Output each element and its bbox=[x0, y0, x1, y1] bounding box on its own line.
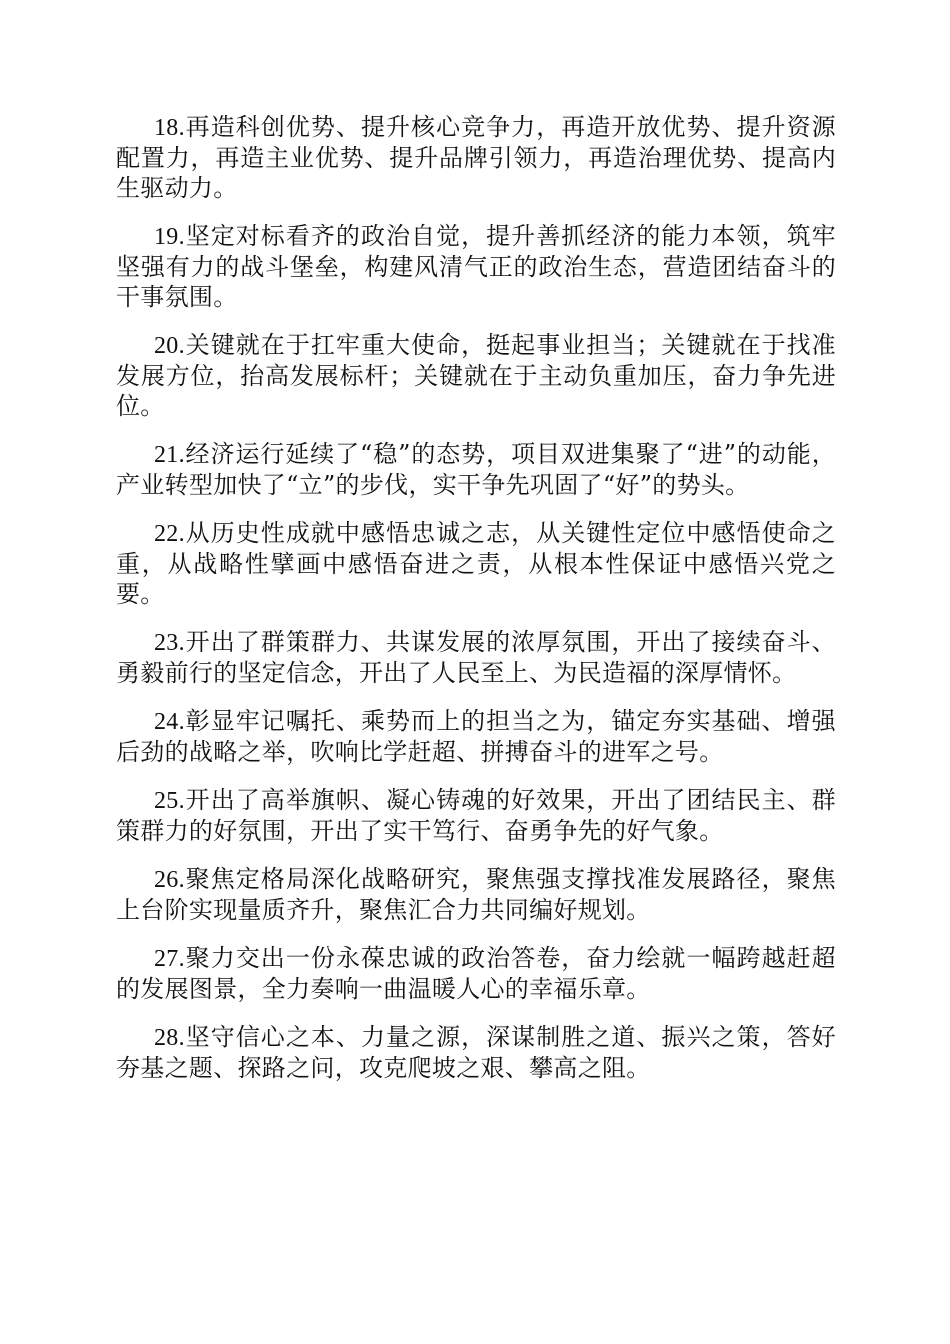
list-item bbox=[116, 1022, 836, 1083]
list-item bbox=[116, 785, 836, 846]
item-number: 21. bbox=[154, 442, 185, 468]
item-number: 20. bbox=[154, 333, 185, 359]
item-number: 23. bbox=[154, 630, 185, 656]
item-number: 18. bbox=[154, 115, 185, 141]
item-text: 开出了群策群力、共谋发展的浓厚氛围，开出了接续奋斗、勇毅前行的坚定信念，开出了人民至上、为民造福的深厚情怀。 bbox=[116, 628, 836, 687]
item-number: 27. bbox=[154, 946, 185, 972]
item-number: 24. bbox=[154, 709, 185, 735]
list-item bbox=[116, 518, 836, 609]
item-text: 经济运行延续了“稳”的态势，项目双进集聚了“进”的动能，产业转型加快了“立”的步伐，实干争先巩固了“好”的势头。 bbox=[116, 440, 836, 499]
item-text: 关键就在于扛牢重大使命，挺起事业担当；关键就在于找准发展方位，抬高发展标杆；关键就在于主动负重加压，奋力争先进位。 bbox=[116, 331, 836, 420]
list-item bbox=[116, 943, 836, 1004]
list-item bbox=[116, 706, 836, 767]
item-number: 22. bbox=[154, 521, 185, 547]
list-item bbox=[116, 112, 836, 203]
item-text: 坚守信心之本、力量之源，深谋制胜之道、振兴之策，答好夯基之题、探路之问，攻克爬坡之艰、攀高之阻。 bbox=[116, 1023, 836, 1082]
list-item bbox=[116, 330, 836, 421]
item-number: 28. bbox=[154, 1025, 185, 1051]
item-text: 坚定对标看齐的政治自觉，提升善抓经济的能力本领，筑牢坚强有力的战斗堡垒，构建风清气正的政治生态，营造团结奋斗的干事氛围。 bbox=[116, 222, 836, 311]
item-number: 26. bbox=[154, 867, 185, 893]
item-text: 开出了高举旗帜、凝心铸魂的好效果，开出了团结民主、群策群力的好氛围，开出了实干笃行、奋勇争先的好气象。 bbox=[116, 786, 836, 845]
list-item bbox=[116, 864, 836, 925]
list-item bbox=[116, 221, 836, 312]
item-text: 从历史性成就中感悟忠诚之志，从关键性定位中感悟使命之重，从战略性擘画中感悟奋进之责，从根本性保证中感悟兴党之要。 bbox=[116, 519, 836, 608]
item-text: 聚焦定格局深化战略研究，聚焦强支撑找准发展路径，聚焦上台阶实现量质齐升，聚焦汇合力共同编好规划。 bbox=[116, 865, 836, 924]
list-item bbox=[116, 439, 836, 500]
item-number: 25. bbox=[154, 788, 185, 814]
item-text: 再造科创优势、提升核心竞争力，再造开放优势、提升资源配置力，再造主业优势、提升品牌引领力，再造治理优势、提高内生驱动力。 bbox=[116, 113, 836, 202]
list-item bbox=[116, 627, 836, 688]
item-text: 彰显牢记嘱托、乘势而上的担当之为，锚定夯实基础、增强后劲的战略之举，吹响比学赶超、拼搏奋斗的进军之号。 bbox=[116, 707, 836, 766]
document-body bbox=[116, 112, 836, 1101]
item-number: 19. bbox=[154, 224, 185, 250]
item-text: 聚力交出一份永葆忠诚的政治答卷，奋力绘就一幅跨越赶超的发展图景，全力奏响一曲温暖人心的幸福乐章。 bbox=[116, 944, 836, 1003]
